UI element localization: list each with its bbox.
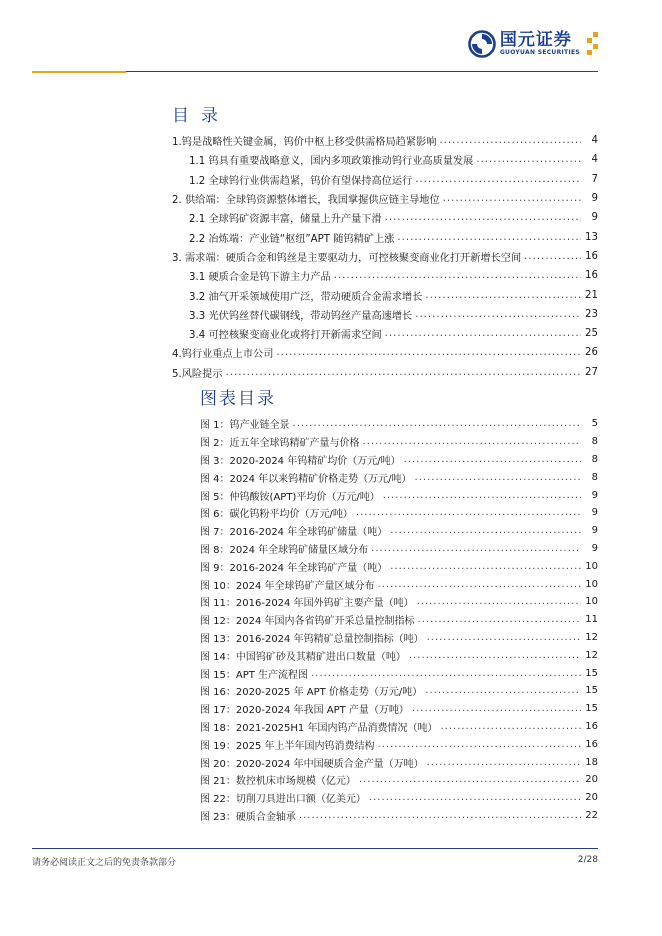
figure-entry[interactable]: 图 12：2024 年国内各省钨矿开采总量控制指标 ..... 11 xyxy=(200,611,598,629)
figure-index xyxy=(200,415,598,824)
toc-entry[interactable]: 2.1 全球钨矿资源丰富，储量上升产量下滑 ..... 9 xyxy=(172,208,598,227)
logo-decoration-icon xyxy=(584,31,600,57)
page-number: 2/28 xyxy=(577,855,598,865)
figure-index-heading: 图表目录 xyxy=(200,389,276,409)
figure-entry[interactable]: 图 21：数控机床市场规模（亿元） ..... 20 xyxy=(200,771,598,789)
figure-entry[interactable]: 图 15：APT 生产流程图 ..... 15 xyxy=(200,664,598,682)
toc-entry[interactable]: 2.2 冶炼端：产业链“枢纽”APT 随钨精矿上涨 ..... 13 xyxy=(172,227,598,246)
figure-entry[interactable]: 图 16：2020-2025 年 APT 价格走势（万元/吨） ..... 15 xyxy=(200,682,598,700)
logo-chinese-name: 国元证券 xyxy=(499,30,572,50)
figure-entry[interactable]: 图 18：2021-2025H1 年国内钨产品消费情况（吨） ..... 16 xyxy=(200,718,598,736)
figure-entry[interactable]: 图 10：2024 年全球钨矿产量区域分布 ..... 10 xyxy=(200,575,598,593)
figure-entry[interactable]: 图 6：碳化钨粉平均价（万元/吨） ..... 9 xyxy=(200,504,598,522)
figure-entry[interactable]: 图 14：中国钨矿砂及其精矿进出口数量（吨） ..... 12 xyxy=(200,646,598,664)
header-accent-bar xyxy=(32,71,126,73)
toc-entry[interactable]: 3.2 油气开采领域使用广泛，带动硬质合金需求增长 ..... 21 xyxy=(172,285,598,304)
figure-entry[interactable]: 图 13：2016-2024 年钨精矿总量控制指标（吨） ..... 12 xyxy=(200,629,598,647)
figure-entry[interactable]: 图 22：切削刀具进出口额（亿美元） ..... 20 xyxy=(200,789,598,807)
toc-entry[interactable]: 5.风险提示 ..... 27 xyxy=(172,363,598,382)
toc-entry[interactable]: 1.1 钨具有重要战略意义，国内多项政策推动钨行业高质量发展 ..... 4 xyxy=(172,150,598,169)
company-logo xyxy=(468,30,600,58)
figure-entry[interactable]: 图 5：仲钨酸铵(APT)平均价（万元/吨） ..... 9 xyxy=(200,486,598,504)
toc-entry[interactable]: 3.4 可控核聚变商业化或将打开新需求空间 ..... 25 xyxy=(172,324,598,343)
figure-entry[interactable]: 图 17：2020-2024 年我国 APT 产量（万吨） ..... 15 xyxy=(200,700,598,718)
logo-english-name: GUOYUAN SECURITIES xyxy=(499,49,580,56)
guoyuan-logo-icon xyxy=(468,30,496,58)
toc-entry[interactable]: 2. 供给端：全球钨资源整体增长，我国掌握供应链主导地位 ..... 9 xyxy=(172,189,598,208)
footer-disclaimer: 请务必阅读正文之后的免责条款部分 xyxy=(32,858,177,868)
figure-entry[interactable]: 图 4：2024 年以来钨精矿价格走势（万元/吨） ..... 8 xyxy=(200,468,598,486)
figure-entry[interactable]: 图 8：2024 年全球钨矿储量区域分布 ..... 9 xyxy=(200,540,598,558)
figure-entry[interactable]: 图 1：钨产业链全景 ..... 5 xyxy=(200,415,598,433)
figure-entry[interactable]: 图 9：2016-2024 年全球钨矿产量（吨） ..... 10 xyxy=(200,557,598,575)
figure-entry[interactable]: 图 2：近五年全球钨精矿产量与价格 ..... 8 xyxy=(200,433,598,451)
toc-entry[interactable]: 1.钨是战略性关键金属，钨价中枢上移受供需格局趋紧影响 ..... 4 xyxy=(172,131,598,150)
toc-heading: 目录 xyxy=(172,106,230,126)
toc-entry[interactable]: 1.2 全球钨行业供需趋紧，钨价有望保持高位运行 ..... 7 xyxy=(172,170,598,189)
figure-entry[interactable]: 图 20：2020-2024 年中国硬质合金产量（万吨） ..... 18 xyxy=(200,753,598,771)
toc-entry[interactable]: 3. 需求端：硬质合金和钨丝是主要驱动力，可控核聚变商业化打开新增长空间 ..... 16 xyxy=(172,247,598,266)
figure-entry[interactable]: 图 19：2025 年上半年国内钨消费结构 ..... 16 xyxy=(200,735,598,753)
figure-entry[interactable]: 图 23：硬质合金轴承 ..... 22 xyxy=(200,807,598,825)
table-of-contents xyxy=(172,131,598,382)
figure-entry[interactable]: 图 3：2020-2024 年钨精矿均价（万元/吨） ..... 8 xyxy=(200,451,598,469)
footer-divider xyxy=(32,848,598,849)
toc-entry[interactable]: 3.3 光伏钨丝替代碳钢线，带动钨丝产量高速增长 ..... 23 xyxy=(172,305,598,324)
toc-entry[interactable]: 3.1 硬质合金是钨下游主力产品 ..... 16 xyxy=(172,266,598,285)
toc-entry[interactable]: 4.钨行业重点上市公司 ..... 26 xyxy=(172,343,598,362)
figure-entry[interactable]: 图 11：2016-2024 年国外钨矿主要产量（吨） ..... 10 xyxy=(200,593,598,611)
figure-entry[interactable]: 图 7：2016-2024 年全球钨矿储量（吨） ..... 9 xyxy=(200,522,598,540)
